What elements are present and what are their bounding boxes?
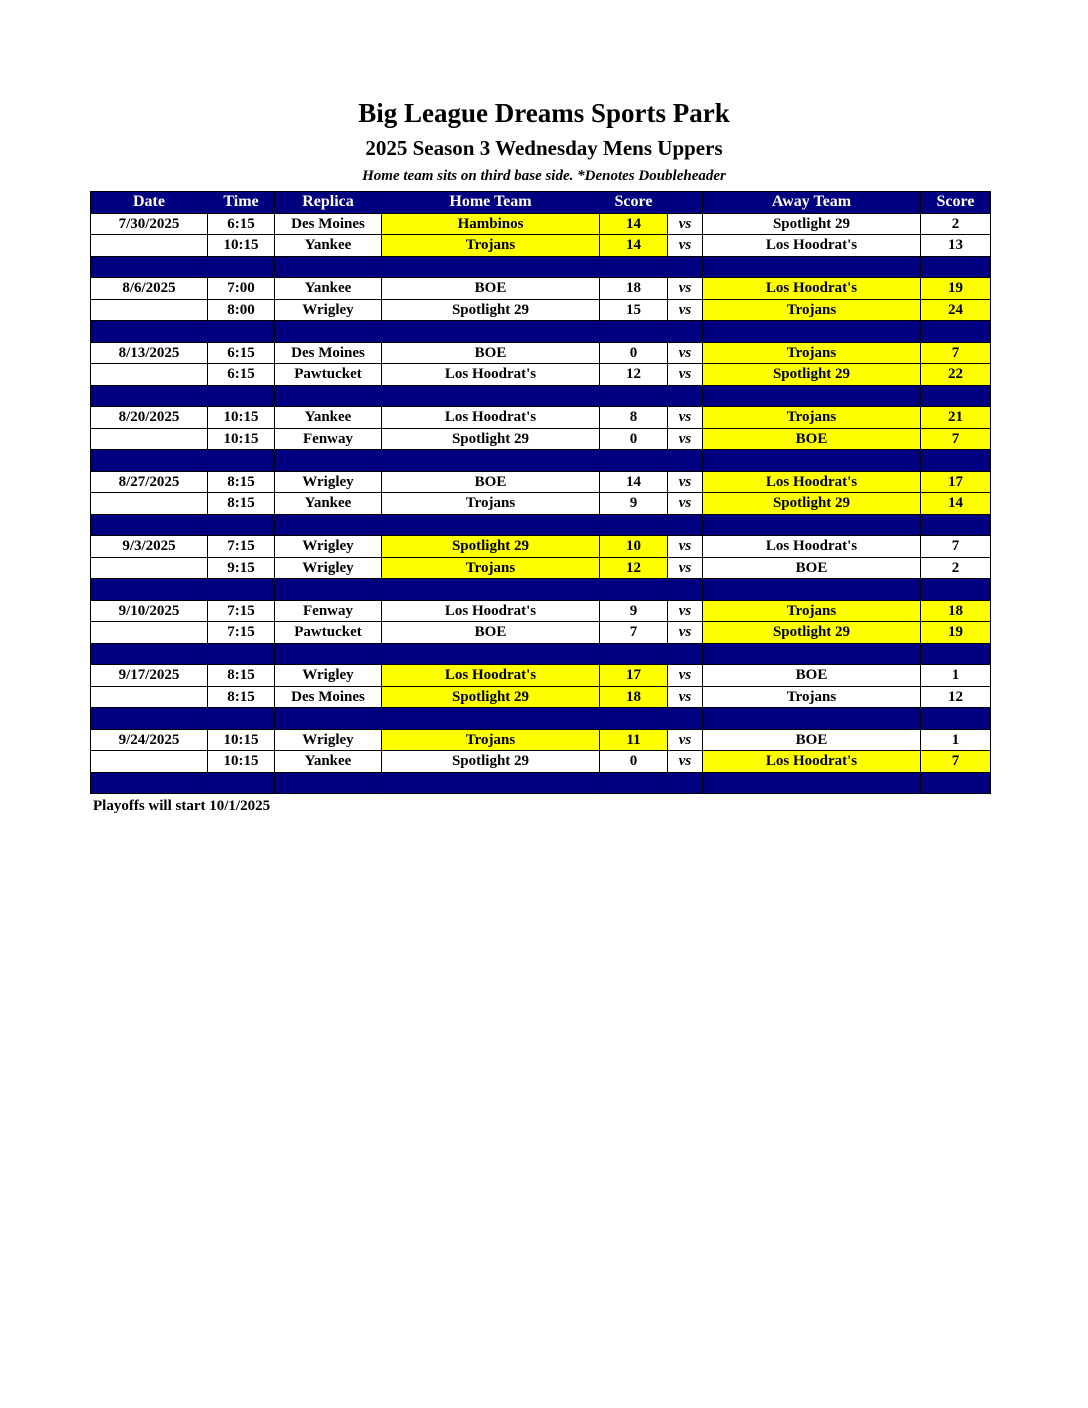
separator-cell [275,643,382,665]
home-score-cell: 0 [600,751,668,773]
column-header-away-score: Score [921,192,991,214]
time-cell: 8:15 [208,471,275,493]
vs-cell: vs [668,299,703,321]
game-row [91,600,991,622]
separator-row [91,256,991,278]
vs-cell: vs [668,342,703,364]
game-row [91,729,991,751]
separator-cell [275,579,382,601]
separator-cell [921,450,991,472]
replica-cell: Yankee [275,278,382,300]
away-team-cell: Trojans [703,686,921,708]
separator-cell [382,321,600,343]
away-score-cell: 19 [921,278,991,300]
replica-cell: Wrigley [275,536,382,558]
away-team-cell: Los Hoodrat's [703,235,921,257]
home-score-cell: 14 [600,213,668,235]
home-score-cell: 14 [600,471,668,493]
home-score-cell: 15 [600,299,668,321]
date-cell [91,686,208,708]
separator-cell [921,385,991,407]
separator-cell [668,772,703,794]
page-subtitle: 2025 Season 3 Wednesday Mens Uppers [365,136,723,160]
separator-cell [600,708,668,730]
replica-cell: Wrigley [275,729,382,751]
separator-cell [703,514,921,536]
replica-cell: Des Moines [275,213,382,235]
vs-cell: vs [668,428,703,450]
separator-cell [600,450,668,472]
game-row [91,686,991,708]
away-team-cell: Spotlight 29 [703,622,921,644]
separator-cell [668,385,703,407]
separator-cell [703,708,921,730]
away-team-cell: BOE [703,665,921,687]
home-score-cell: 14 [600,235,668,257]
date-cell [91,364,208,386]
game-row [91,557,991,579]
home-score-cell: 18 [600,278,668,300]
away-team-cell: Los Hoodrat's [703,751,921,773]
schedule-note: Home team sits on third base side. *Denotes Doubleheader [362,168,726,184]
page-title: Big League Dreams Sports Park [358,98,730,128]
separator-cell [275,708,382,730]
separator-cell [600,385,668,407]
vs-cell: vs [668,729,703,751]
away-team-cell: Los Hoodrat's [703,278,921,300]
time-cell: 8:15 [208,493,275,515]
vs-cell: vs [668,493,703,515]
replica-cell: Des Moines [275,686,382,708]
vs-cell: vs [668,622,703,644]
separator-cell [382,514,600,536]
time-cell: 7:15 [208,622,275,644]
separator-cell [382,450,600,472]
away-score-cell: 17 [921,471,991,493]
date-cell: 8/27/2025 [91,471,208,493]
game-row [91,342,991,364]
date-cell: 7/30/2025 [91,213,208,235]
vs-cell: vs [668,407,703,429]
time-cell: 7:00 [208,278,275,300]
vs-cell: vs [668,364,703,386]
away-score-cell: 7 [921,428,991,450]
column-header-replica: Replica [275,192,382,214]
vs-cell: vs [668,557,703,579]
home-team-cell: Hambinos [382,213,600,235]
date-cell [91,622,208,644]
separator-cell [275,321,382,343]
home-team-cell: Spotlight 29 [382,686,600,708]
home-team-cell: Spotlight 29 [382,751,600,773]
time-cell: 8:15 [208,686,275,708]
separator-cell [921,514,991,536]
home-score-cell: 0 [600,428,668,450]
away-score-cell: 1 [921,665,991,687]
separator-cell [703,385,921,407]
separator-cell [208,256,275,278]
away-team-cell: Spotlight 29 [703,364,921,386]
game-row [91,493,991,515]
separator-cell [921,643,991,665]
time-cell: 6:15 [208,213,275,235]
replica-cell: Wrigley [275,471,382,493]
column-header-time: Time [208,192,275,214]
column-header-away-team: Away Team [703,192,921,214]
away-score-cell: 24 [921,299,991,321]
separator-row [91,772,991,794]
separator-cell [91,579,208,601]
away-team-cell: BOE [703,557,921,579]
replica-cell: Yankee [275,407,382,429]
replica-cell: Wrigley [275,665,382,687]
date-cell: 9/24/2025 [91,729,208,751]
separator-cell [600,772,668,794]
game-row [91,665,991,687]
separator-cell [382,385,600,407]
away-team-cell: Spotlight 29 [703,213,921,235]
separator-cell [668,256,703,278]
separator-cell [703,579,921,601]
separator-cell [921,708,991,730]
game-row [91,622,991,644]
vs-cell: vs [668,600,703,622]
time-cell: 10:15 [208,729,275,751]
separator-row [91,321,991,343]
separator-cell [91,643,208,665]
home-score-cell: 17 [600,665,668,687]
time-cell: 10:15 [208,428,275,450]
replica-cell: Fenway [275,428,382,450]
home-team-cell: Los Hoodrat's [382,407,600,429]
vs-cell: vs [668,471,703,493]
home-score-cell: 8 [600,407,668,429]
home-score-cell: 7 [600,622,668,644]
home-score-cell: 9 [600,493,668,515]
date-cell: 9/3/2025 [91,536,208,558]
separator-cell [668,708,703,730]
date-cell [91,428,208,450]
game-row [91,471,991,493]
separator-cell [668,321,703,343]
home-score-cell: 0 [600,342,668,364]
separator-cell [703,450,921,472]
time-cell: 6:15 [208,364,275,386]
separator-cell [382,643,600,665]
game-row [91,299,991,321]
separator-cell [208,450,275,472]
away-team-cell: BOE [703,729,921,751]
separator-row [91,708,991,730]
away-team-cell: Los Hoodrat's [703,471,921,493]
home-team-cell: Trojans [382,557,600,579]
game-row [91,235,991,257]
schedule-body [91,213,991,794]
replica-cell: Fenway [275,600,382,622]
date-cell: 8/20/2025 [91,407,208,429]
separator-row [91,385,991,407]
game-row [91,428,991,450]
game-row [91,364,991,386]
time-cell: 9:15 [208,557,275,579]
home-score-cell: 12 [600,557,668,579]
separator-cell [668,514,703,536]
separator-cell [275,772,382,794]
column-header-date: Date [91,192,208,214]
home-score-cell: 12 [600,364,668,386]
replica-cell: Des Moines [275,342,382,364]
home-team-cell: BOE [382,471,600,493]
time-cell: 10:15 [208,751,275,773]
column-header-vs [668,192,703,214]
game-row [91,278,991,300]
replica-cell: Wrigley [275,557,382,579]
home-team-cell: Los Hoodrat's [382,600,600,622]
vs-cell: vs [668,213,703,235]
date-cell [91,557,208,579]
home-team-cell: Trojans [382,729,600,751]
replica-cell: Pawtucket [275,364,382,386]
away-team-cell: Spotlight 29 [703,493,921,515]
away-score-cell: 18 [921,600,991,622]
separator-cell [600,321,668,343]
away-score-cell: 1 [921,729,991,751]
game-row [91,407,991,429]
home-team-cell: BOE [382,342,600,364]
away-team-cell: Trojans [703,342,921,364]
separator-cell [208,514,275,536]
separator-cell [275,514,382,536]
away-team-cell: BOE [703,428,921,450]
separator-cell [668,643,703,665]
separator-cell [703,321,921,343]
away-score-cell: 21 [921,407,991,429]
separator-cell [600,643,668,665]
away-team-cell: Trojans [703,299,921,321]
playoffs-note: Playoffs will start 10/1/2025 [93,798,271,814]
separator-cell [600,579,668,601]
game-row [91,751,991,773]
separator-cell [91,708,208,730]
date-cell: 8/13/2025 [91,342,208,364]
date-cell [91,751,208,773]
away-score-cell: 7 [921,342,991,364]
separator-cell [91,321,208,343]
separator-cell [208,385,275,407]
vs-cell: vs [668,665,703,687]
separator-cell [208,772,275,794]
separator-cell [382,708,600,730]
vs-cell: vs [668,751,703,773]
date-cell [91,493,208,515]
away-score-cell: 22 [921,364,991,386]
away-score-cell: 7 [921,751,991,773]
separator-cell [921,772,991,794]
game-row [91,536,991,558]
time-cell: 7:15 [208,536,275,558]
separator-cell [91,772,208,794]
separator-cell [703,256,921,278]
date-cell [91,235,208,257]
separator-cell [208,708,275,730]
separator-cell [275,256,382,278]
separator-cell [921,256,991,278]
separator-cell [208,579,275,601]
replica-cell: Yankee [275,493,382,515]
separator-cell [91,256,208,278]
away-score-cell: 7 [921,536,991,558]
schedule-table [90,191,991,794]
away-team-cell: Trojans [703,407,921,429]
time-cell: 8:15 [208,665,275,687]
home-score-cell: 18 [600,686,668,708]
time-cell: 10:15 [208,235,275,257]
header-row [91,192,991,214]
home-score-cell: 11 [600,729,668,751]
home-team-cell: Spotlight 29 [382,536,600,558]
replica-cell: Yankee [275,751,382,773]
separator-row [91,514,991,536]
away-team-cell: Trojans [703,600,921,622]
separator-cell [91,514,208,536]
date-cell: 9/17/2025 [91,665,208,687]
time-cell: 7:15 [208,600,275,622]
separator-cell [91,385,208,407]
home-team-cell: BOE [382,622,600,644]
away-score-cell: 13 [921,235,991,257]
column-header-home-team: Home Team [382,192,600,214]
home-team-cell: BOE [382,278,600,300]
time-cell: 10:15 [208,407,275,429]
separator-cell [382,579,600,601]
home-team-cell: Trojans [382,493,600,515]
away-team-cell: Los Hoodrat's [703,536,921,558]
separator-cell [703,643,921,665]
home-team-cell: Los Hoodrat's [382,665,600,687]
separator-cell [208,321,275,343]
vs-cell: vs [668,686,703,708]
replica-cell: Wrigley [275,299,382,321]
vs-cell: vs [668,235,703,257]
separator-cell [382,772,600,794]
separator-cell [382,256,600,278]
separator-row [91,450,991,472]
column-header-home-score: Score [600,192,668,214]
replica-cell: Yankee [275,235,382,257]
home-score-cell: 10 [600,536,668,558]
separator-cell [275,385,382,407]
vs-cell: vs [668,536,703,558]
separator-cell [703,772,921,794]
time-cell: 6:15 [208,342,275,364]
separator-cell [208,643,275,665]
home-score-cell: 9 [600,600,668,622]
vs-cell: vs [668,278,703,300]
away-score-cell: 12 [921,686,991,708]
away-score-cell: 14 [921,493,991,515]
separator-cell [668,579,703,601]
separator-row [91,643,991,665]
home-team-cell: Los Hoodrat's [382,364,600,386]
away-score-cell: 2 [921,213,991,235]
separator-cell [668,450,703,472]
away-score-cell: 19 [921,622,991,644]
game-row [91,213,991,235]
date-cell: 9/10/2025 [91,600,208,622]
separator-cell [91,450,208,472]
home-team-cell: Spotlight 29 [382,428,600,450]
date-cell: 8/6/2025 [91,278,208,300]
separator-cell [921,579,991,601]
separator-cell [921,321,991,343]
separator-cell [275,450,382,472]
separator-cell [600,256,668,278]
date-cell [91,299,208,321]
separator-row [91,579,991,601]
time-cell: 8:00 [208,299,275,321]
home-team-cell: Spotlight 29 [382,299,600,321]
home-team-cell: Trojans [382,235,600,257]
away-score-cell: 2 [921,557,991,579]
separator-cell [600,514,668,536]
replica-cell: Pawtucket [275,622,382,644]
